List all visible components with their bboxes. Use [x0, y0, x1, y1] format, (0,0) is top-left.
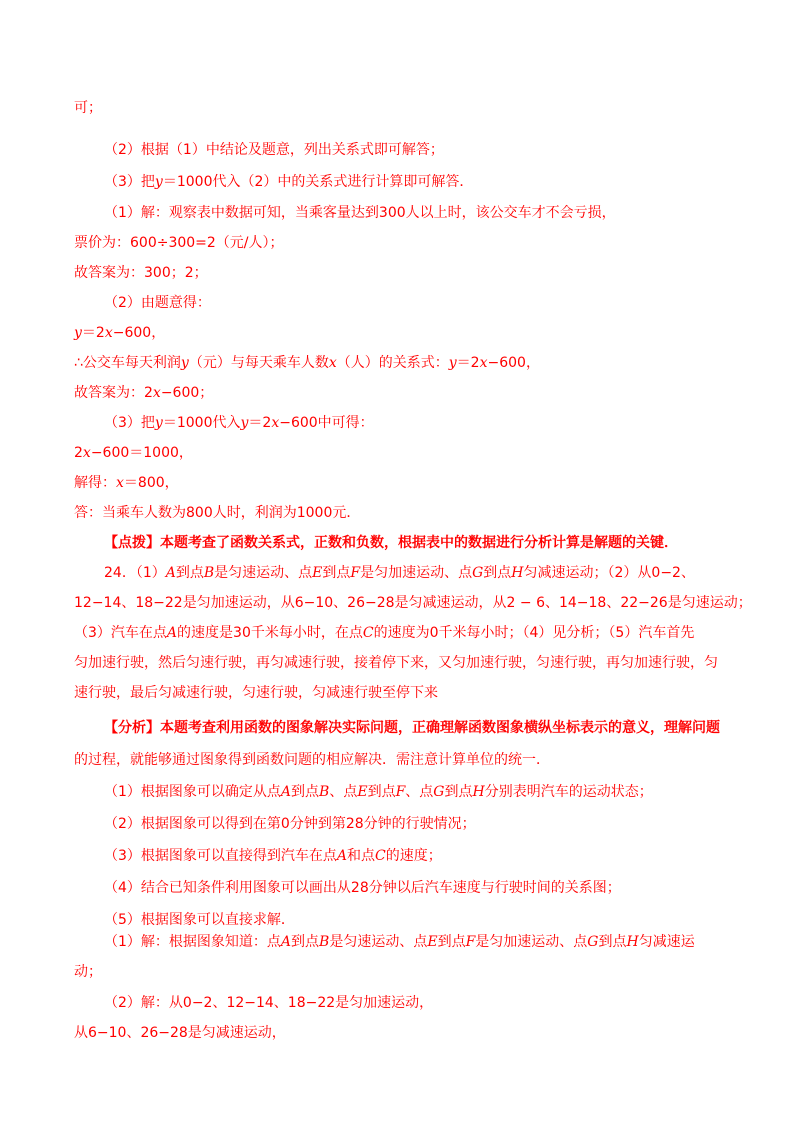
q24-answer-line-1: 24．（1）A到点B是匀速运动、点E到点F是匀加速运动、点G到点H匀减速运动；（2）从0−2、: [104, 565, 695, 581]
step-2-hint: （2）根据（1）中结论及题意，列出关系式即可解答；: [104, 142, 444, 158]
equation-line: y＝2x−600，: [74, 325, 166, 341]
q24-answer-line-5: 速行驶，最后匀减速行驶，匀速行驶，匀减速行驶至停下来: [74, 685, 438, 701]
q24-answer-line-3: （3）汽车在点A的速度是30千米每小时，在点C的速度为0千米每小时；（4）见分析；（5）汽车首先: [74, 625, 695, 641]
step-3-hint: （3）把y＝1000代入（2）中的关系式进行计算即可解答．: [104, 174, 474, 190]
q24-solution-2-line-2: 从6−10、26−28是匀减速运动，: [74, 1025, 286, 1041]
equation-substituted: 2x−600＝1000，: [74, 445, 193, 461]
ticket-price: 票价为：600÷300=2（元/人）；: [74, 235, 284, 251]
analysis-step-5: （5）根据图象可以直接求解．: [104, 912, 295, 928]
solution-x: 解得：x＝800，: [74, 475, 179, 491]
analysis-step-3: （3）根据图象可以直接得到汽车在点A和点C的速度；: [104, 848, 442, 864]
tips-note: 【点拨】本题考查了函数关系式，正数和负数，根据表中的数据进行分析计算是解题的关键．: [104, 535, 678, 551]
analysis-step-2: （2）根据图象可以得到在第0分钟到第28分钟的行驶情况；: [104, 816, 476, 832]
relation-statement: ∴公交车每天利润y（元）与每天乘车人数x（人）的关系式：y＝2x−600，: [74, 355, 540, 371]
analysis-step-1: （1）根据图象可以确定从点A到点B、点E到点F、点G到点H分别表明汽车的运动状态；: [104, 784, 653, 800]
solution-3-intro: （3）把y＝1000代入y＝2x−600中可得：: [104, 415, 374, 431]
q24-answer-line-2: 12−14、18−22是匀加速运动，从6−10、26−28是匀减速运动，从2 − 6、14−18、22−26是匀速运动；: [74, 595, 752, 611]
analysis-line-2: 的过程，就能够通过图象得到函数问题的相应解决．需注意计算单位的统一．: [74, 752, 550, 768]
solution-2-intro: （2）由题意得：: [104, 295, 211, 311]
q24-solution-2-line-1: （2）解：从0−2、12−14、18−22是匀加速运动，: [104, 995, 434, 1011]
answer-2: 故答案为：2x−600；: [74, 385, 214, 401]
q24-solution-1-line-1: （1）解：根据图象知道：点A到点B是匀速运动、点E到点F是匀加速运动、点G到点H匀减速运: [104, 934, 695, 950]
analysis-line-1: 【分析】本题考查利用函数的图象解决实际问题，正确理解函数图象横纵坐标表示的意义，理解问题: [104, 720, 720, 736]
answer-1: 故答案为：300；2；: [74, 265, 208, 281]
solution-1: （1）解：观察表中数据可知，当乘客量达到300人以上时，该公交车才不会亏损，: [104, 205, 616, 221]
q24-solution-1-line-2: 动；: [74, 964, 102, 980]
analysis-step-4: （4）结合已知条件利用图象可以画出从28分钟以后汽车速度与行驶时间的关系图；: [104, 880, 621, 896]
final-answer: 答：当乘车人数为800人时，利润为1000元．: [74, 505, 361, 521]
q24-answer-line-4: 匀加速行驶，然后匀速行驶，再匀减速行驶，接着停下来，又匀加速行驶，匀速行驶，再匀加速行驶，匀: [74, 655, 718, 671]
line-continuation: 可；: [74, 100, 102, 116]
